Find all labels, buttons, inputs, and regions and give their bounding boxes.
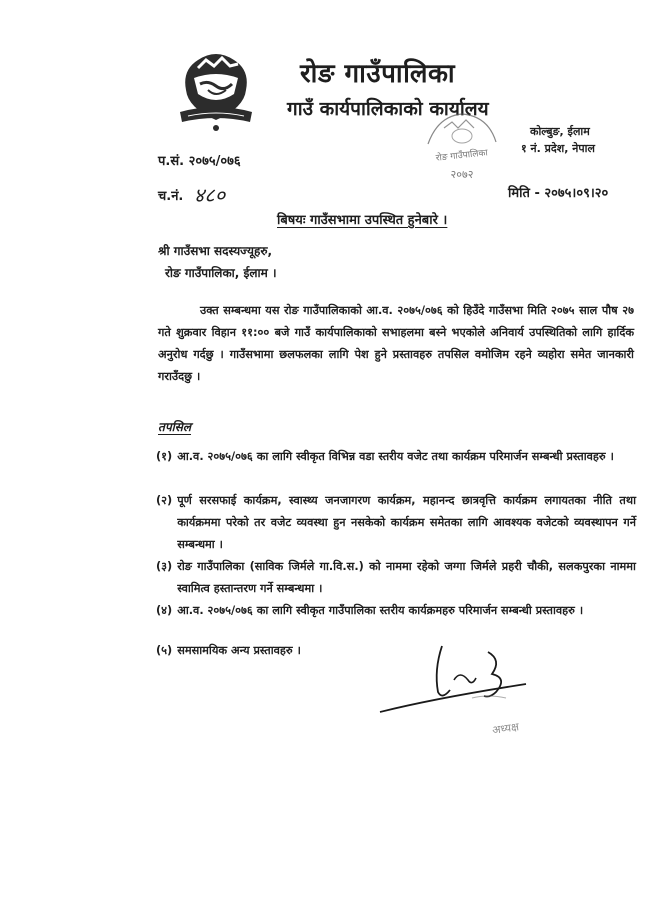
signature xyxy=(376,640,556,750)
chalani-number: ४८० xyxy=(193,183,226,207)
tapasil-heading: तपसिल xyxy=(158,420,192,434)
agenda-item-text: आ.व. २०७५/०७६ का लागि स्वीकृत गाउँपालिका स्तरीय कार्यक्रमहरु परिमार्जन सम्बन्धी प्रस्तावहरु । xyxy=(177,604,584,617)
patra-sankhya: प.सं. २०७५/०७६ xyxy=(158,154,241,169)
address-line1: कोल्बुङ, ईलाम xyxy=(530,125,590,138)
chalani-label: च.नं. xyxy=(158,189,184,204)
body-paragraph: उक्त सम्बन्धमा यस रोङ गाउँपालिकाको आ.व. २०७५/०७६ को हिउँदे गाउँसभा मिति २०७५ साल पौष २७ गते शुक्रवार विहान ११:०० बजे गाउँ कार्यपालिकाको सभाहलमा बस्ने भएकोले अनिवार्य उपस्थितिको लागि हार्दिक अनुरोध गर्दछु । गाउँसभामा छलफलका लागि पेश हुने प्रस्तावहरु तपसिल वमोजिम रहने व्यहोरा समेत जानकारी गराउँदछु । xyxy=(158,304,634,383)
nepal-emblem-icon xyxy=(178,50,254,134)
agenda-item-number: (४) xyxy=(156,604,173,617)
agenda-item-number: (५) xyxy=(156,644,173,657)
agenda-item xyxy=(156,490,636,556)
letter-date: मिति - २०७५।०९।२० xyxy=(508,186,609,201)
signature-designation: अध्यक्ष xyxy=(491,720,520,737)
address-line2: १ नं. प्रदेश, नेपाल xyxy=(521,142,595,155)
chalani-number-row xyxy=(158,179,225,206)
agenda-item-text: समसामयिक अन्य प्रस्तावहरु । xyxy=(177,644,301,657)
agenda-item-number: (३) xyxy=(156,560,173,573)
agenda-item-number: (१) xyxy=(156,450,173,463)
office-subtitle: गाउँ कार्यपालिकाको कार्यालय xyxy=(287,98,489,120)
agenda-item-text: रोङ गाउँपालिका (साविक जिर्मले गा.वि.स.) को नाममा रहेको जग्गा जिर्मले प्रहरी चौकी, सलकपुरका नाममा स्वामित्व हस्तान्तरण गर्ने सम्बन्धमा । xyxy=(177,560,636,595)
office-name: रोङ गाउँपालिका xyxy=(300,59,456,89)
agenda-item-text: पूर्ण सरसफाई कार्यक्रम, स्वास्थ्य जनजागरण कार्यक्रम, महानन्द छात्रवृत्ति कार्यक्रम लगायतका नीति तथा कार्यक्रममा परेको तर वजेट व्यवस्था हुन नसकेको कार्यक्रम समेतका लागि आवश्यक वजेटको व्यवस्थापन गर्ने सम्बन्धमा । xyxy=(177,494,636,551)
agenda-item-number: (२) xyxy=(156,494,173,507)
agenda-item xyxy=(156,600,636,622)
addressee-line2: रोङ गाउँपालिका, ईलाम । xyxy=(165,266,277,280)
addressee-line1: श्री गाउँसभा सदस्यज्यूहरु, xyxy=(158,244,273,258)
agenda-item xyxy=(156,556,636,600)
agenda-item-text: आ.व. २०७५/०७६ का लागि स्वीकृत विभिन्न वडा स्तरीय वजेट तथा कार्यक्रम परिमार्जन सम्बन्धी प्रस्तावहरु । xyxy=(177,450,614,463)
office-stamp xyxy=(418,110,504,186)
stamp-year: २०७२ xyxy=(450,168,474,181)
stamp-text: रोङ गाउँपालिका xyxy=(435,148,489,164)
agenda-item xyxy=(156,446,636,468)
subject-line: बिषयः गाउँसभामा उपस्थित हुनेबारे । xyxy=(277,213,448,228)
